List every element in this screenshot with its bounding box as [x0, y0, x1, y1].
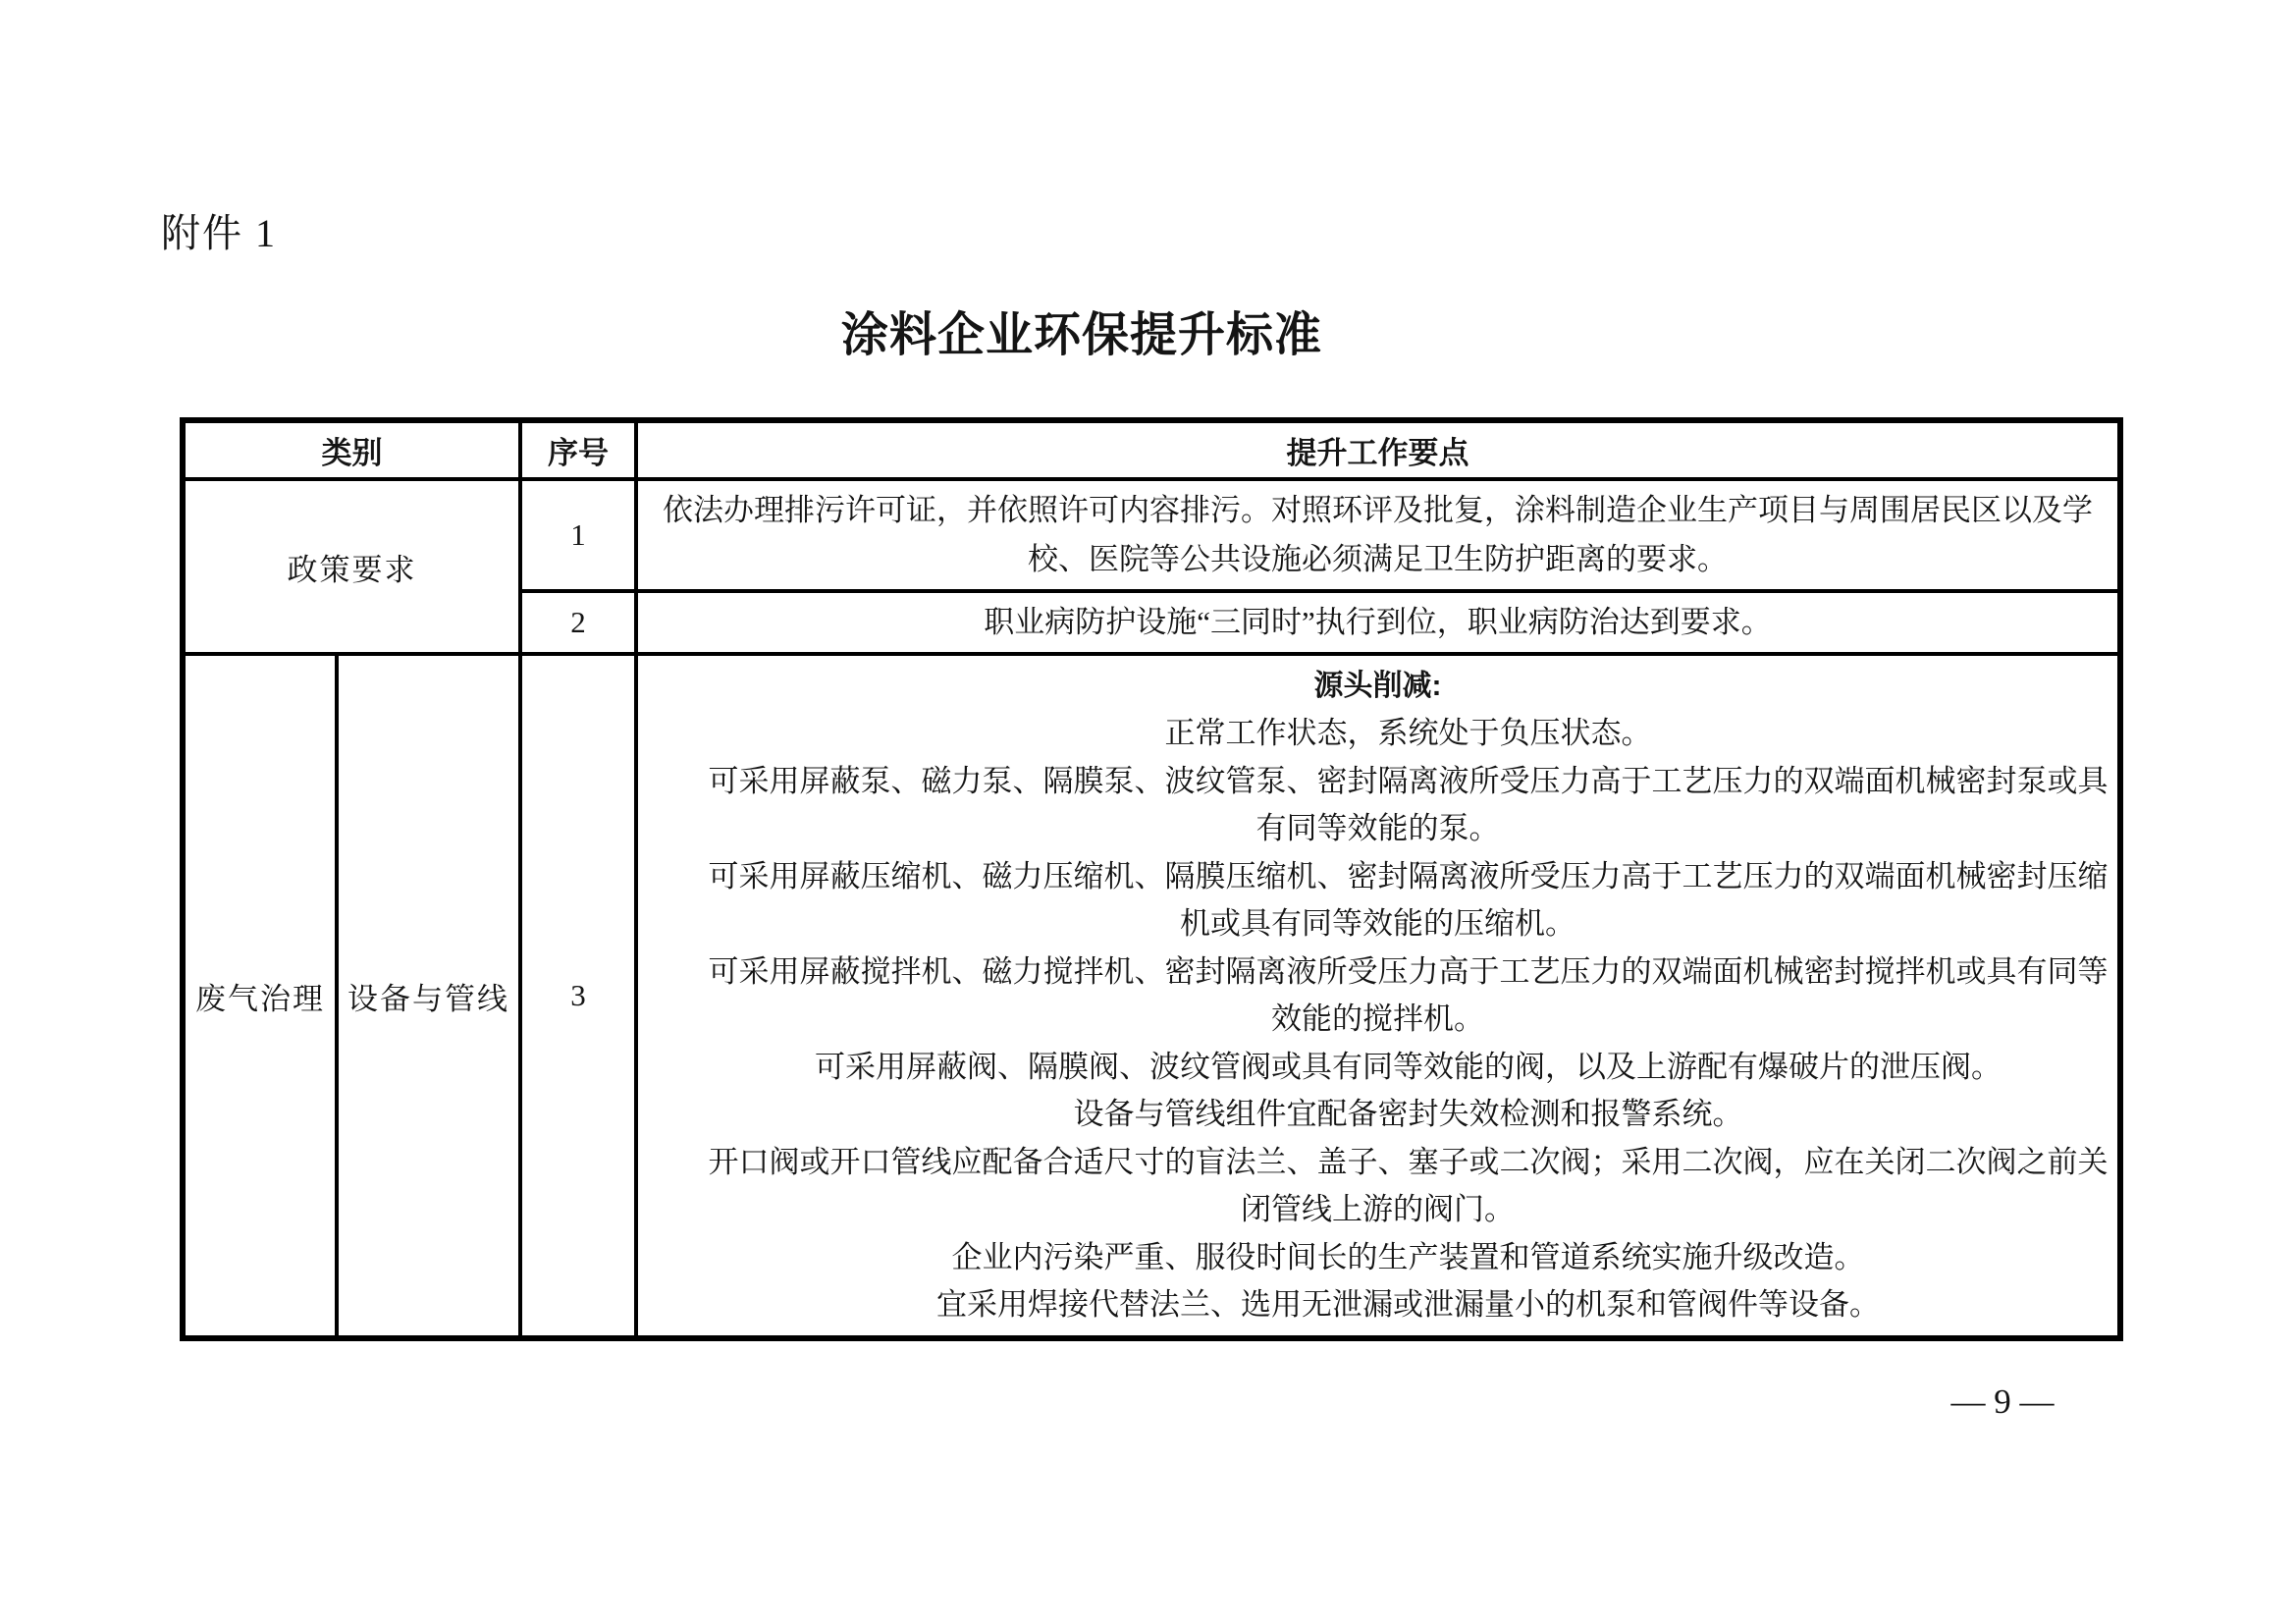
- table-header-row: [183, 420, 2120, 479]
- content-paragraph: 可采用屏蔽泵、磁力泵、隔膜泵、波纹管泵、密封隔离液所受压力高于工艺压力的双端面机械密封泵或具有同等效能的泵。: [708, 763, 2109, 845]
- content-paragraph: 宜采用焊接代替法兰、选用无泄漏或泄漏量小的机泵和管阀件等设备。: [936, 1287, 1880, 1322]
- cell-subcategory-equipment-pipelines: 设备与管线: [337, 654, 520, 1338]
- cell-row-number: 2: [520, 591, 636, 654]
- content-paragraph: 企业内污染严重、服役时间长的生产装置和管道系统实施升级改造。: [951, 1239, 1865, 1274]
- content-paragraph: 设备与管线组件宜配备密封失效检测和报警系统。: [1073, 1097, 1743, 1131]
- content-heading-source-reduction: 源头削减:: [1313, 669, 1442, 702]
- content-paragraph: 可采用屏蔽搅拌机、磁力搅拌机、密封隔离液所受压力高于工艺压力的双端面机械密封搅拌机或具有同等效能的搅拌机。: [708, 953, 2109, 1036]
- cell-row-text: 依法办理排污许可证，并依照许可内容排污。对照环评及批复，涂料制造企业生产项目与周围居民区以及学校、医院等公共设施必须满足卫生防护距离的要求。: [636, 479, 2120, 591]
- cell-row-number: 1: [520, 479, 636, 591]
- table-row: [183, 479, 2120, 591]
- standards-table: [180, 417, 2123, 1341]
- header-cell-points: 提升工作要点: [636, 420, 2120, 479]
- content-paragraph: 开口阀或开口管线应配备合适尺寸的盲法兰、盖子、塞子或二次阀；采用二次阀，应在关闭二次阀之前关闭管线上游的阀门。: [708, 1144, 2109, 1226]
- cell-row-text: 职业病防护设施“三同时”执行到位，职业病防治达到要求。: [636, 591, 2120, 654]
- page-number: — 9 —: [1950, 1382, 2055, 1421]
- content-paragraph: 可采用屏蔽阀、隔膜阀、波纹管阀或具有同等效能的阀，以及上游配有爆破片的泄压阀。: [815, 1049, 2002, 1084]
- cell-row-content: [636, 654, 2120, 1338]
- table-row: [183, 654, 2120, 1338]
- cell-category-waste-gas: 废气治理: [183, 654, 337, 1338]
- content-paragraph: 正常工作状态，系统处于负压状态。: [1164, 716, 1652, 750]
- document-title: 涂料企业环保提升标准: [840, 309, 1322, 361]
- attachment-label: 附件 1: [161, 211, 277, 255]
- header-cell-index: 序号: [520, 420, 636, 479]
- cell-row-number: 3: [520, 654, 636, 1338]
- content-paragraph: 可采用屏蔽压缩机、磁力压缩机、隔膜压缩机、密封隔离液所受压力高于工艺压力的双端面机械密封压缩机或具有同等效能的压缩机。: [708, 858, 2109, 941]
- header-cell-category: 类别: [183, 420, 520, 479]
- cell-category-policy: 政策要求: [183, 479, 520, 654]
